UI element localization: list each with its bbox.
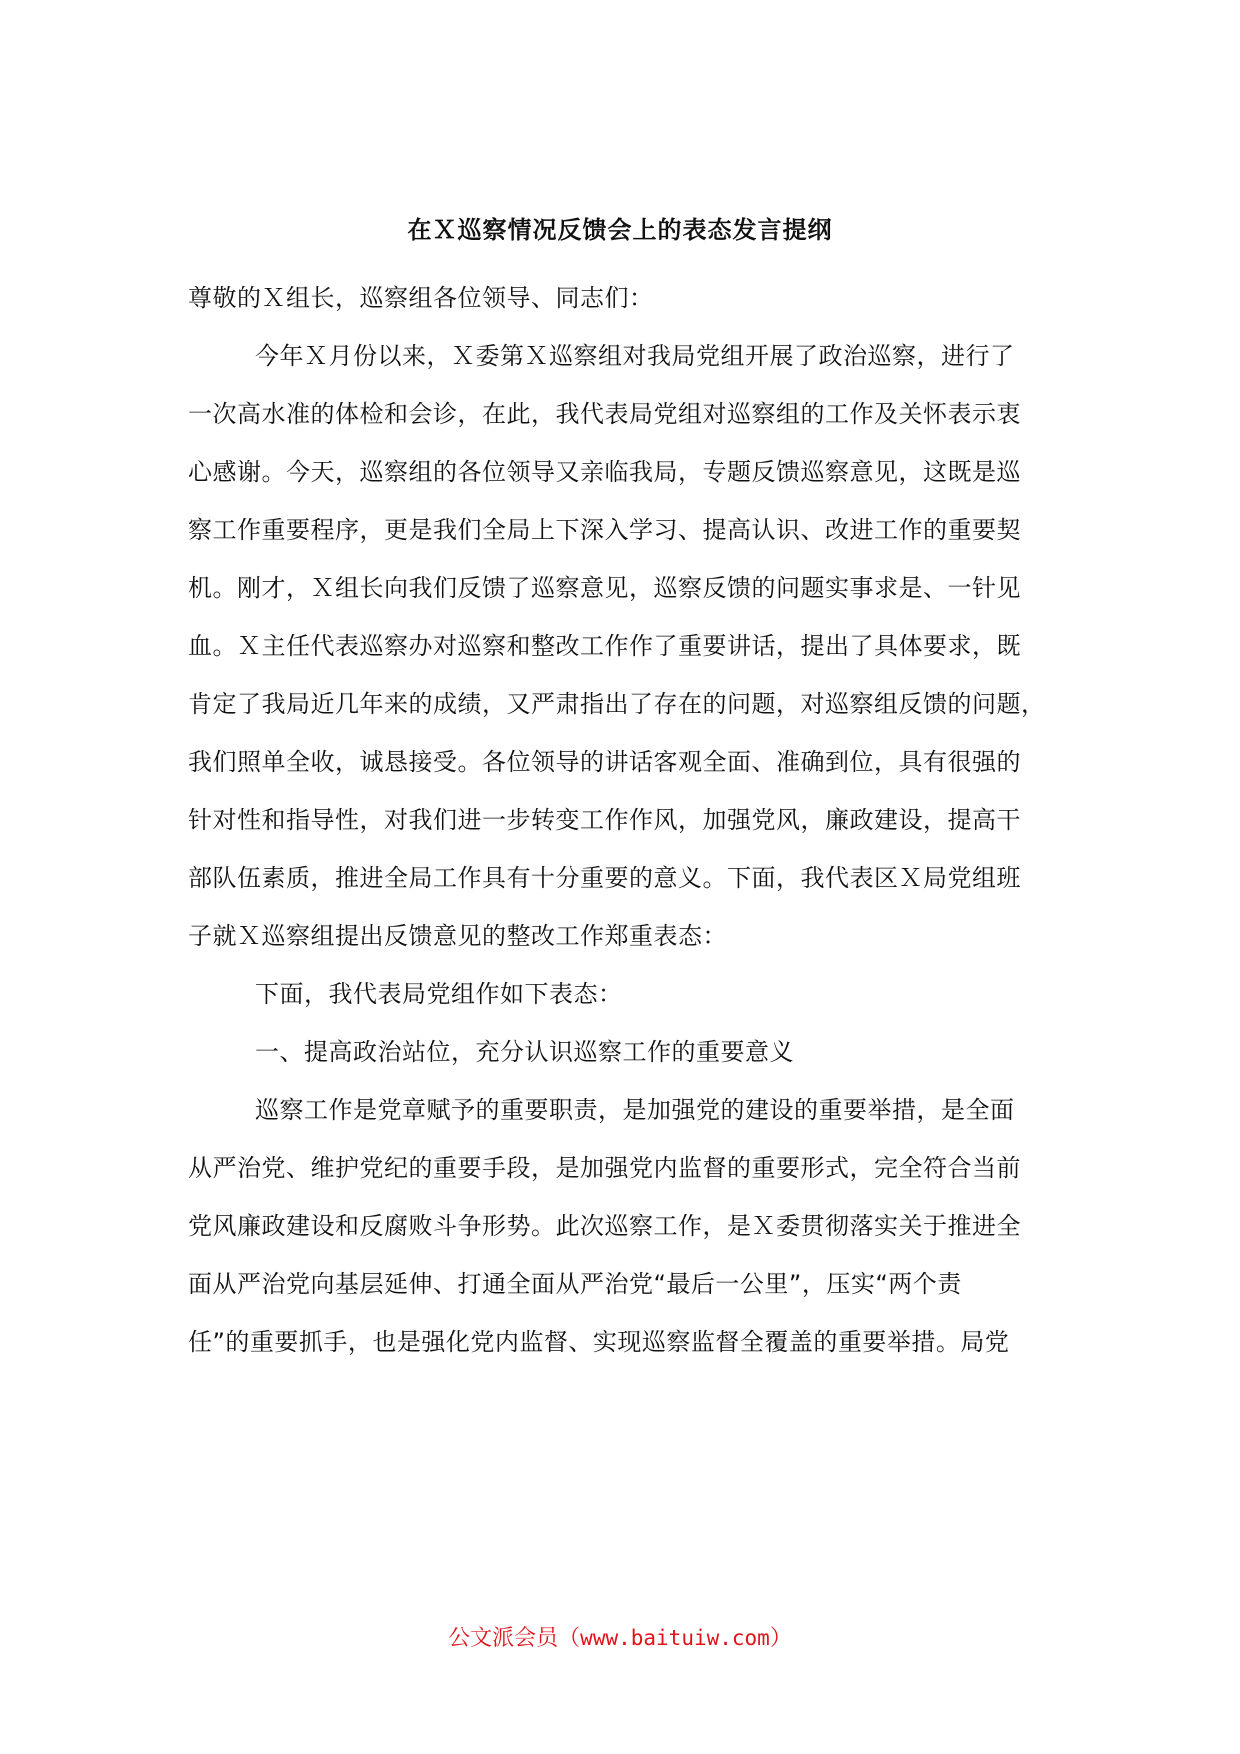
body-line: 部队伍素质，推进全局工作具有十分重要的意义。下面，我代表区Ｘ局党组班 [188, 864, 1021, 892]
document-title: 在Ｘ巡察情况反馈会上的表态发言提纲 [407, 216, 833, 244]
body-line: 心感谢。今天，巡察组的各位领导又亲临我局，专题反馈巡察意见，这既是巡 [188, 458, 1021, 486]
body-line: 子就Ｘ巡察组提出反馈意见的整改工作郑重表态： [188, 922, 727, 950]
footer-suffix: ） [769, 1626, 792, 1651]
section-heading: 一、提高政治站位，充分认识巡察工作的重要意义 [255, 1038, 794, 1066]
body-line: 今年Ｘ月份以来，Ｘ委第Ｘ巡察组对我局党组开展了政治巡察，进行了 [255, 342, 1015, 370]
body-line: 一次高水准的体检和会诊，在此，我代表局党组对巡察组的工作及关怀表示衷 [188, 400, 1021, 428]
body-line: 党风廉政建设和反腐败斗争形势。此次巡察工作，是Ｘ委贯彻落实关于推进全 [188, 1212, 1021, 1240]
footer-watermark [0, 1620, 1240, 1657]
salutation-line: 尊敬的Ｘ组长，巡察组各位领导、同志们： [188, 284, 654, 312]
body-line: 从严治党、维护党纪的重要手段，是加强党内监督的重要形式，完全符合当前 [188, 1154, 1021, 1182]
body-line: 我们照单全收，诚恳接受。各位领导的讲话客观全面、准确到位，具有很强的 [188, 748, 1021, 776]
body-line: 面从严治党向基层延伸、打通全面从严治党“最后一公里”，压实“两个责 [188, 1270, 962, 1298]
body-line: 肯定了我局近几年来的成绩，又严肃指出了存在的问题，对巡察组反馈的问题， [188, 690, 1046, 718]
body-line: 下面，我代表局党组作如下表态： [255, 980, 623, 1008]
footer-url[interactable]: www.baituiw.com [580, 1626, 770, 1650]
body-line: 巡察工作是党章赋予的重要职责，是加强党的建设的重要举措，是全面 [255, 1096, 1015, 1124]
body-line: 血。Ｘ主任代表巡察办对巡察和整改工作作了重要讲话，提出了具体要求，既 [188, 632, 1021, 660]
body-line: 机。刚才，Ｘ组长向我们反馈了巡察意见，巡察反馈的问题实事求是、一针见 [188, 574, 1021, 602]
body-line: 任”的重要抓手，也是强化党内监督、实现巡察监督全覆盖的重要举措。局党 [188, 1328, 1010, 1356]
body-line: 察工作重要程序，更是我们全局上下深入学习、提高认识、改进工作的重要契 [188, 516, 1021, 544]
body-line: 针对性和指导性，对我们进一步转变工作作风，加强党风，廉政建设，提高干 [188, 806, 1021, 834]
footer-prefix: 公文派会员（ [448, 1626, 581, 1651]
